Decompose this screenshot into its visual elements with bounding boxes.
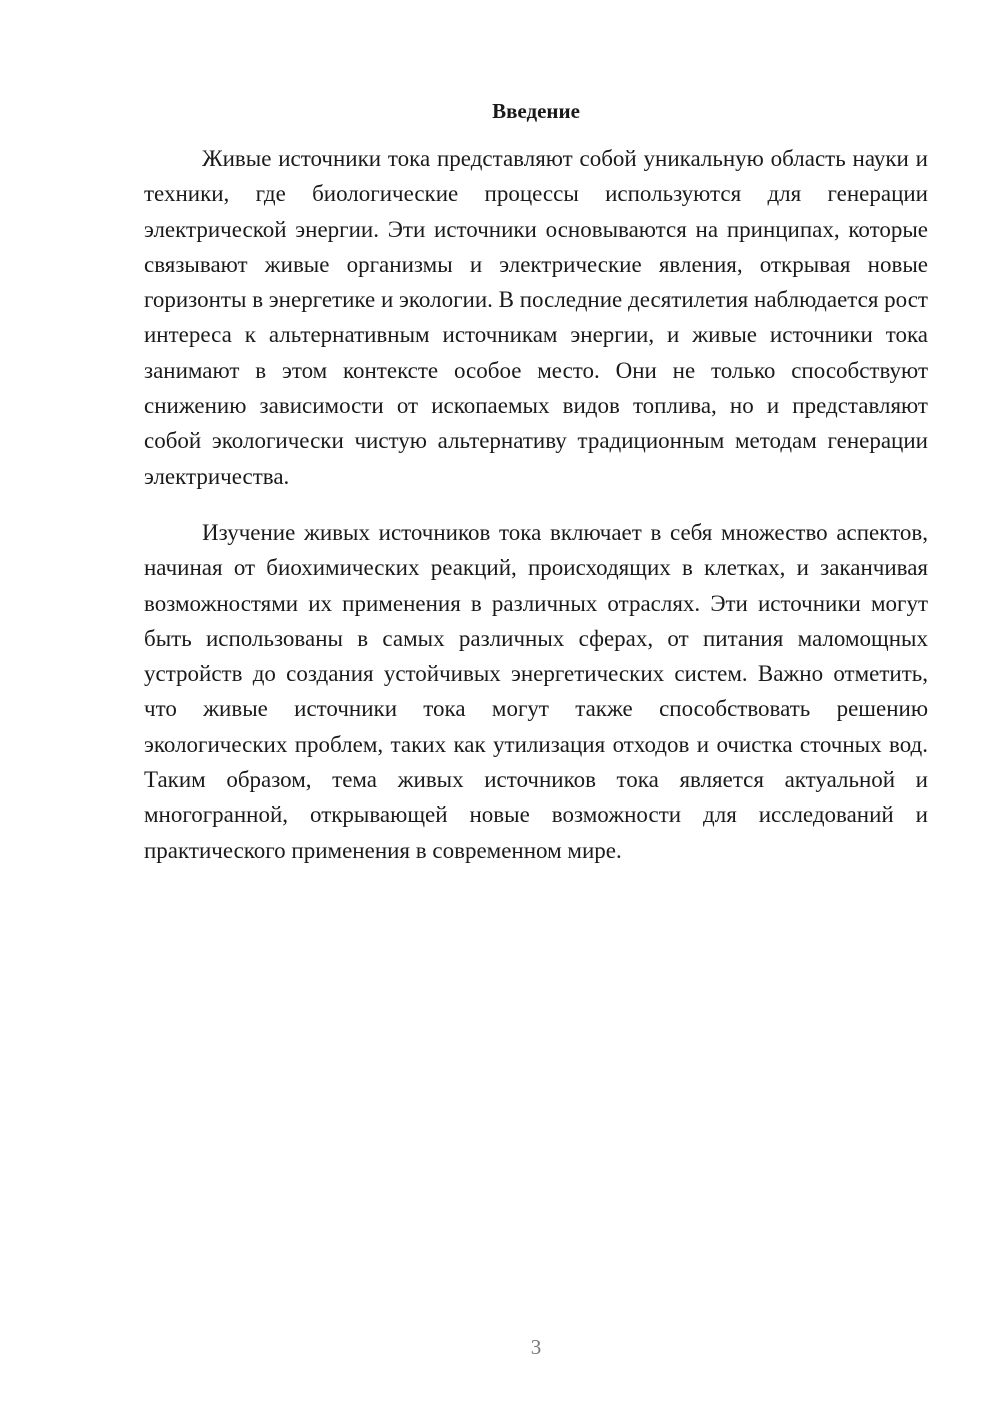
paragraph-1 — [144, 141, 928, 494]
paragraph-2 — [144, 515, 928, 868]
paragraph-2-text: Изучение живых источников тока включает в себя множество аспектов, начиная от биохимических реакций, происходящих в клетках, и заканчивая возможностями их применения в различных отраслях. Эти источники могут быть использованы в самых различных сферах, от питания маломощных устройств до создания устойчивых энергетических систем. Важно отметить, что живые источники тока могут также способствовать решению экологических проблем, таких как утилизация отходов и очистка сточных вод. Таким образом, тема живых источников тока является актуальной и многогранной, открывающей новые возможности для исследований и практического применения в современном мире. — [144, 520, 928, 863]
paragraph-1-text: Живые источники тока представляют собой уникальную область науки и техники, где биологические процессы используются для генерации электрической энергии. Эти источники основываются на принципах, которые связывают живые организмы и электрические явления, открывая новые горизонты в энергетике и экологии. В последние десятилетия наблюдается рост интереса к альтернативным источникам энергии, и живые источники тока занимают в этом контексте особое место. Они не только способствуют снижению зависимости от ископаемых видов топлива, но и представляют собой экологически чистую альтернативу традиционным методам генерации электричества. — [144, 146, 928, 489]
section-heading: Введение — [492, 99, 580, 123]
page-number: 3 — [530, 1335, 542, 1359]
